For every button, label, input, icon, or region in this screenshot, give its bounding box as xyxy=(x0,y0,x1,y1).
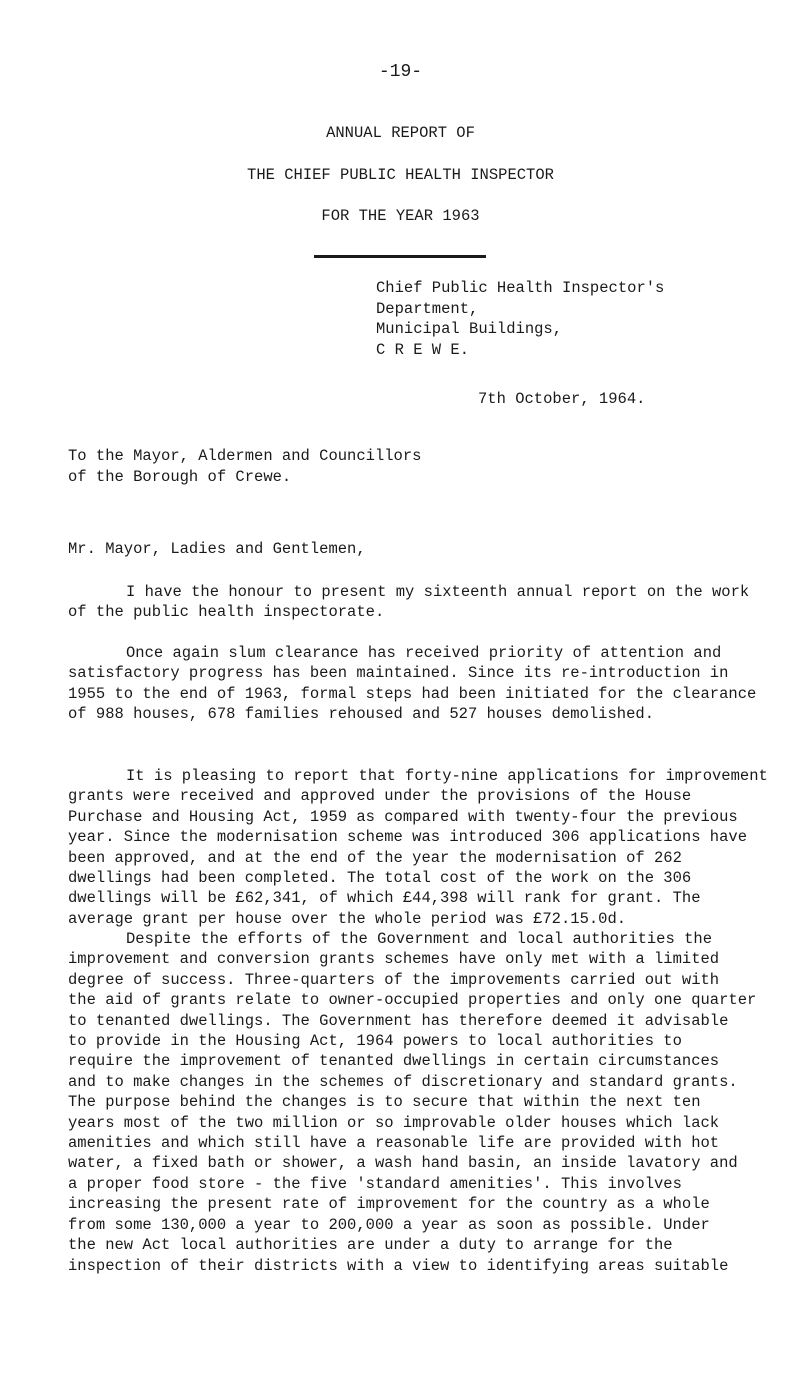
letter-date: 7th October, 1964. xyxy=(478,390,646,408)
paragraph-line: dwellings will be £62,341, of which £44,398 will rank for grant. The xyxy=(68,889,701,908)
addressee xyxy=(68,446,421,487)
paragraph-line: Despite the efforts of the Government and local authorities the xyxy=(126,930,712,948)
paragraph xyxy=(68,766,768,929)
address-line: C R E W E. xyxy=(376,340,470,359)
paragraph-line: require the improvement of tenanted dwellings in certain circumstances xyxy=(68,1052,720,1071)
paragraph xyxy=(68,929,758,1276)
paragraph-line: Once again slum clearance has received priority of attention and xyxy=(126,644,722,662)
paragraph-line: the aid of grants relate to owner-occupied properties and only one quarter xyxy=(68,991,757,1010)
paragraph-line: I have the honour to present my sixteenth annual report on the work xyxy=(126,583,750,601)
paragraph-line: of 988 houses, 678 families rehoused and 527 houses demolished. xyxy=(68,705,654,724)
page-number: -19- xyxy=(378,62,423,82)
paragraph-line: and to make changes in the schemes of discretionary and standard grants. xyxy=(68,1072,738,1091)
paragraph-line: improvement and conversion grants schemes have only met with a limited xyxy=(68,950,720,969)
paragraph-line: of the public health inspectorate. xyxy=(68,603,385,622)
paragraph xyxy=(68,643,758,725)
paragraph-line: It is pleasing to report that forty-nine applications for improvement xyxy=(126,767,768,785)
paragraph-line: The purpose behind the changes is to secure that within the next ten xyxy=(68,1093,701,1112)
paragraph-line: from some 130,000 a year to 200,000 a year as soon as possible. Under xyxy=(68,1215,710,1234)
paragraph-line: to provide in the Housing Act, 1964 powers to local authorities to xyxy=(68,1032,682,1051)
paragraph-line: the new Act local authorities are under a duty to arrange for the xyxy=(68,1236,673,1255)
title-divider xyxy=(314,255,486,258)
sender-address xyxy=(376,278,664,360)
address-line: Municipal Buildings, xyxy=(376,320,563,338)
paragraph-line: 1955 to the end of 1963, formal steps had been initiated for the clearance xyxy=(68,684,757,703)
address-line: Department, xyxy=(376,299,479,318)
greeting: Mr. Mayor, Ladies and Gentlemen, xyxy=(68,540,366,558)
address-line: Chief Public Health Inspector's xyxy=(376,279,665,297)
paragraph-line: Purchase and Housing Act, 1959 as compared with twenty-four the previous xyxy=(68,807,738,826)
report-title-line-1: ANNUAL REPORT OF xyxy=(326,124,475,142)
paragraph-line: water, a fixed bath or shower, a wash hand basin, an inside lavatory and xyxy=(68,1154,738,1173)
paragraph-line: dwellings had been completed. The total cost of the work on the 306 xyxy=(68,869,692,888)
paragraph-line: degree of success. Three-quarters of the improvements carried out with xyxy=(68,970,720,989)
paragraph-line: increasing the present rate of improvement for the country as a whole xyxy=(68,1195,710,1214)
report-title-line-2: THE CHIEF PUBLIC HEALTH INSPECTOR xyxy=(247,166,554,184)
paragraph-line: year. Since the modernisation scheme was introduced 306 applications have xyxy=(68,828,748,847)
report-title-line-3: FOR THE YEAR 1963 xyxy=(321,207,480,225)
addressee-line: of the Borough of Crewe. xyxy=(68,467,292,486)
paragraph-line: to tenanted dwellings. The Government has therefore deemed it advisable xyxy=(68,1011,729,1030)
paragraph-line: been approved, and at the end of the year the modernisation of 262 xyxy=(68,848,682,867)
addressee-line: To the Mayor, Aldermen and Councillors xyxy=(68,447,422,465)
paragraph-line: a proper food store - the five 'standard amenities'. This involves xyxy=(68,1174,682,1193)
paragraph-line: grants were received and approved under the provisions of the House xyxy=(68,787,692,806)
paragraph-line: average grant per house over the whole period was £72.15.0d. xyxy=(68,909,627,928)
paragraph xyxy=(68,582,758,623)
paragraph-line: amenities and which still have a reasonable life are provided with hot xyxy=(68,1134,720,1153)
paragraph-line: inspection of their districts with a view to identifying areas suitable xyxy=(68,1256,729,1275)
paragraph-line: satisfactory progress has been maintained. Since its re-introduction in xyxy=(68,664,729,683)
paragraph-line: years most of the two million or so improvable older houses which lack xyxy=(68,1113,720,1132)
